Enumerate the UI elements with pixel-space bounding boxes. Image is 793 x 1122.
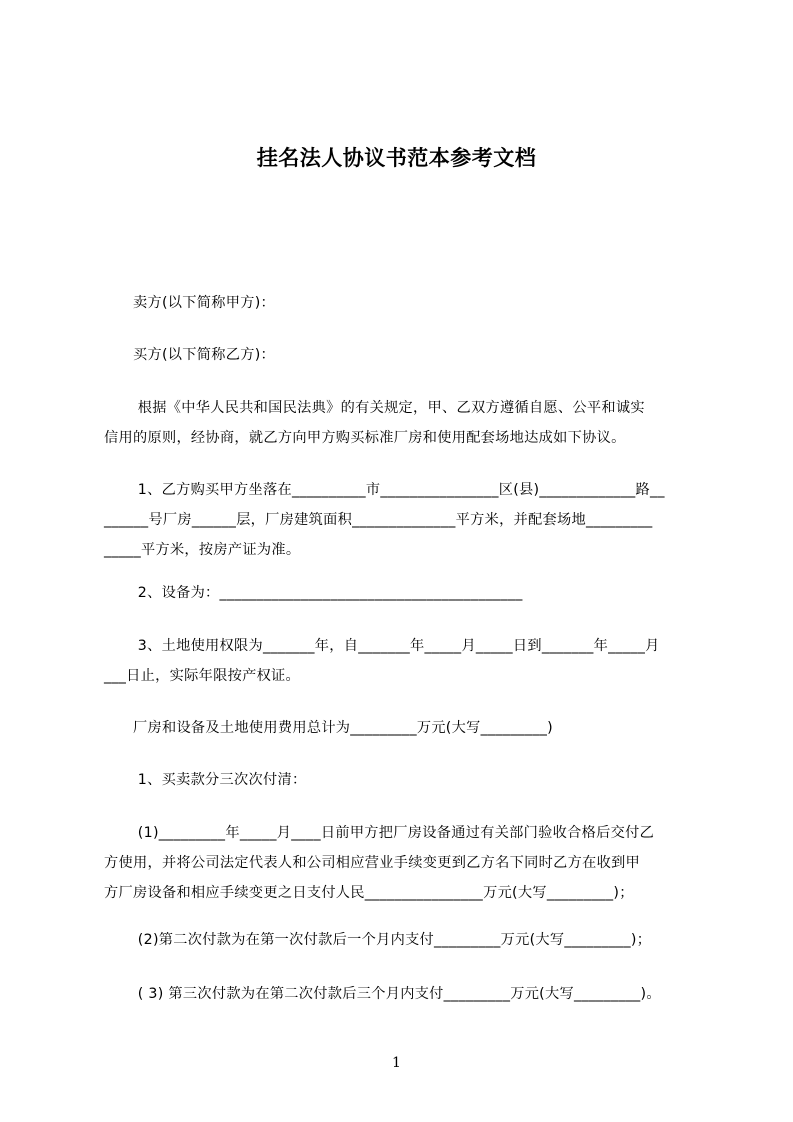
text-line: ___日止，实际年限按产权证。 [104, 668, 301, 684]
text-line: 2、设备为：_________________________________________ [104, 585, 523, 601]
clause-1-location [104, 475, 704, 565]
clause-3-land-use [104, 631, 704, 691]
page-number: 1 [392, 1055, 401, 1071]
text-line: (2)第二次付款为在第一次付款后一个月内支付_________万元(大写_________)； [104, 932, 652, 948]
paragraph-buyer [104, 340, 704, 370]
text-line: 方厂房设备和相应手续变更之日支付人民________________万元(大写_________)； [104, 885, 634, 901]
text-line: 方使用，并将公司法定代表人和公司相应营业手续变更到乙方名下同时乙方在收到甲 [104, 855, 641, 871]
text-line: ______号厂房______层，厂房建筑面积______________平方米，并配套场地_________ [104, 512, 653, 528]
text-line: 1、买卖款分三次次付清： [104, 772, 307, 788]
payment-1 [104, 818, 704, 908]
text-line: 3、土地使用权限为_______年，自_______年_____月_____日到_______年_____月 [104, 638, 660, 654]
text-line: 厂房和设备及土地使用费用总计为_________万元(大写_________) [104, 720, 553, 736]
text-line: 1、乙方购买甲方坐落在__________市________________区(县)_____________路__ [104, 482, 665, 498]
paragraph-payment-terms [104, 765, 704, 795]
text-line: ( 3) 第三次付款为在第二次付款后三个月内支付_________万元(大写_________)。 [104, 986, 661, 1002]
text-line: 根据《中华人民共和国民法典》的有关规定，甲、乙双方遵循自愿、公平和诚实 [104, 400, 645, 416]
paragraph-seller [104, 288, 704, 318]
text-line: 信用的原则，经协商，就乙方向甲方购买标准厂房和使用配套场地达成如下协议。 [104, 430, 626, 446]
payment-2 [104, 925, 704, 955]
payment-3 [104, 979, 704, 1009]
document-title: 挂名法人协议书范本参考文档 [256, 146, 537, 170]
text-line: (1)_________年_____月____日前甲方把厂房设备通过有关部门验收合格后交付乙 [104, 825, 655, 841]
text-line: 买方(以下简称乙方)： [104, 347, 276, 363]
paragraph-total-cost [104, 713, 704, 743]
paragraph-preamble [104, 393, 704, 453]
text-line: 卖方(以下简称甲方)： [104, 295, 276, 311]
clause-2-equipment [104, 578, 704, 608]
text-line: _____平方米，按房产证为准。 [104, 542, 301, 558]
